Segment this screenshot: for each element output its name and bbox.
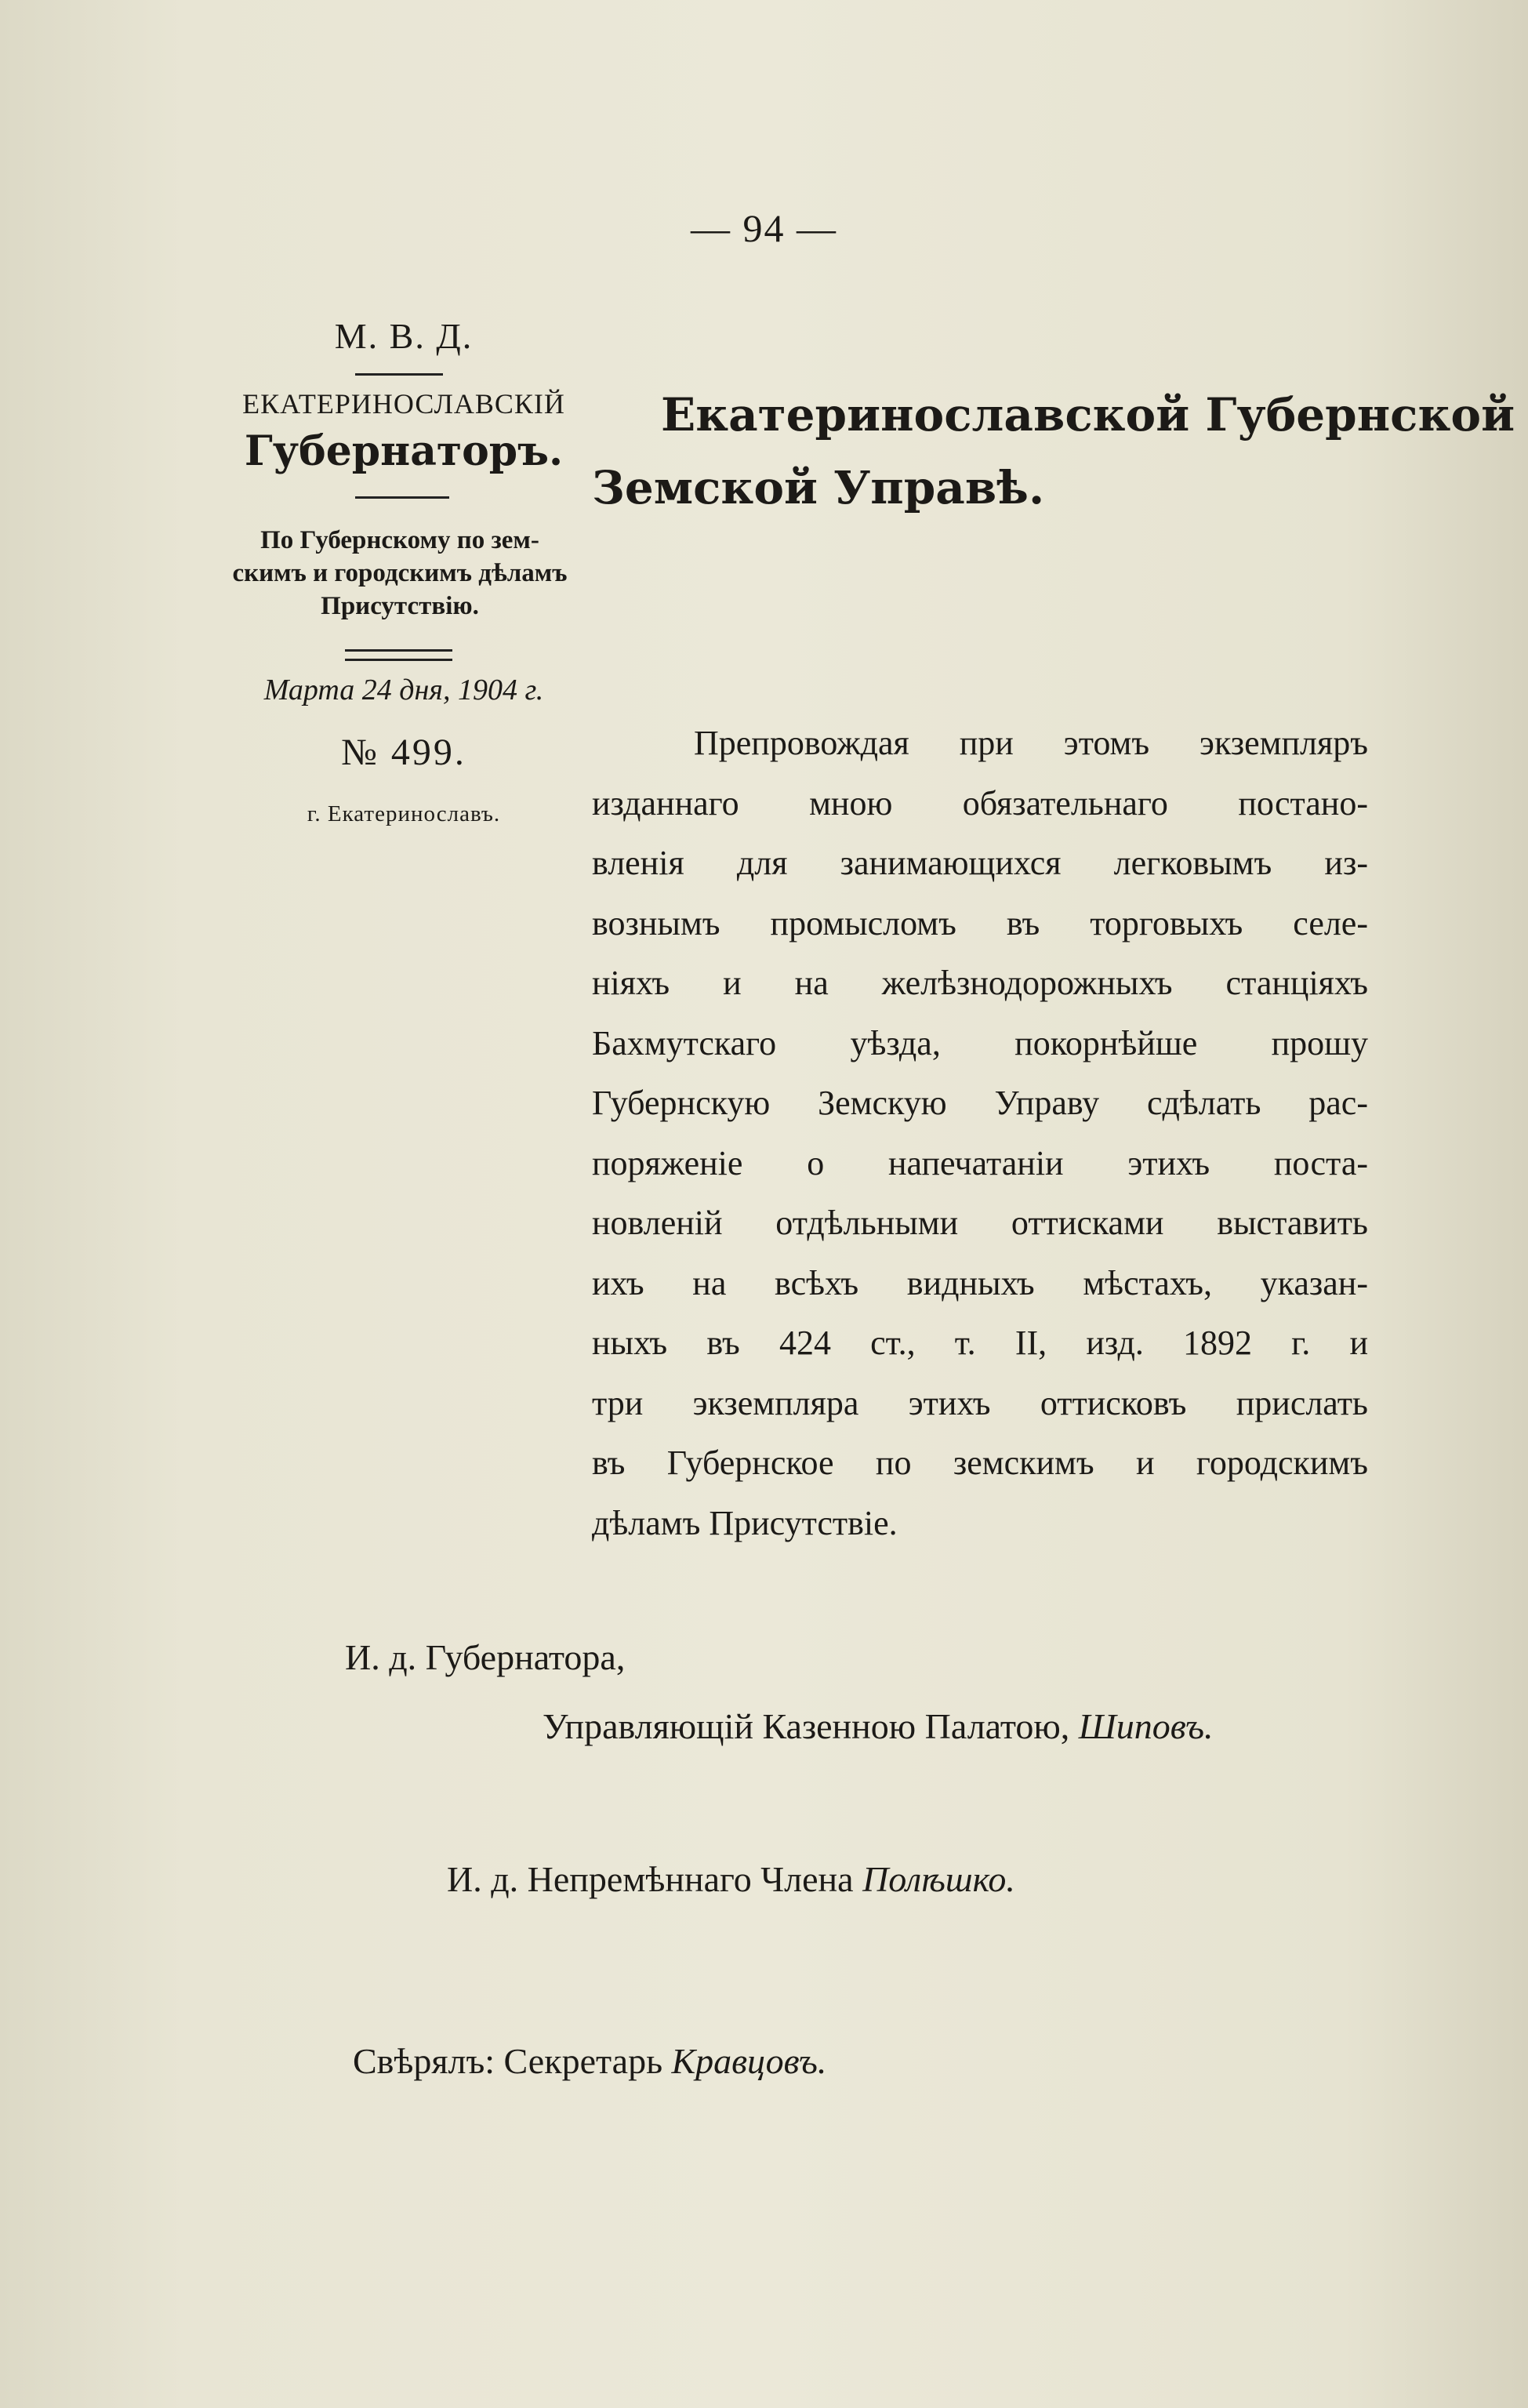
body-line: новленій отдѣльными оттисками выставить <box>592 1204 1368 1242</box>
office-line2: Губернаторъ. <box>244 427 564 475</box>
divider-rule <box>355 373 443 376</box>
signature-name: Шиповъ. <box>1078 1706 1214 1746</box>
body-line: Бахмутскаго уѣзда, покорнѣйше прошу <box>592 1023 1368 1062</box>
signature-treasury-manager <box>543 1705 1213 1747</box>
addressee-line1: Екатеринославской Губернской <box>661 388 1515 441</box>
document-number: № 499. <box>341 732 466 773</box>
signature-name: Кравцовъ. <box>671 2041 827 2081</box>
body-line: поряженіе о напечатаніи этихъ поста- <box>592 1143 1368 1182</box>
signature-title: И. д. Непремѣннаго Члена <box>447 1859 854 1899</box>
body-line: Препровождая при этомъ экземпляръ <box>694 724 1368 762</box>
document-date: Марта 24 дня, 1904 г. <box>263 674 544 706</box>
presence-line2: скимъ и городскимъ дѣламъ <box>232 559 568 587</box>
signature-title: Управляющій Казенною Палатою, <box>543 1706 1070 1746</box>
body-line: ихъ на всѣхъ видныхъ мѣстахъ, указан- <box>592 1263 1368 1302</box>
body-line: Губернскую Земскую Управу сдѣлать рас- <box>592 1084 1368 1122</box>
double-rule-bottom <box>345 659 452 661</box>
body-line: три экземпляра этихъ оттисковъ прислать <box>592 1383 1368 1422</box>
body-line: вленія для занимающихся легковымъ из- <box>592 844 1368 882</box>
body-line: въ Губернское по земскимъ и городскимъ <box>592 1444 1368 1482</box>
letter-body <box>592 714 1368 1553</box>
body-line: ніяхъ и на желѣзнодорожныхъ станціяхъ <box>592 964 1368 1002</box>
presence-line1: По Губернскому по зем- <box>260 526 539 554</box>
signature-acting-governor: И. д. Губернатора, <box>345 1637 626 1677</box>
document-city: г. Екатеринославъ. <box>307 801 501 826</box>
body-line: дѣламъ Присутствіе. <box>592 1503 898 1542</box>
addressee-line2: Земской Управѣ. <box>592 461 1045 514</box>
body-line: изданнаго мною обязательнаго постано- <box>592 783 1368 823</box>
double-rule-top <box>345 649 452 652</box>
divider-rule <box>355 496 449 499</box>
body-line: ныхъ въ 424 ст., т. II, изд. 1892 г. и <box>592 1324 1368 1362</box>
ministry-label: М. В. Д. <box>334 316 474 356</box>
page-number: — 94 — <box>691 206 837 250</box>
body-line: вознымъ промысломъ въ торговыхъ селе- <box>592 903 1368 942</box>
signature-permanent-member <box>447 1858 1015 1900</box>
signature-secretary <box>353 2040 826 2082</box>
presence-block <box>188 524 612 623</box>
signature-name: Полѣшко. <box>862 1859 1015 1899</box>
presence-line3: Присутствію. <box>321 592 479 620</box>
office-line1: ЕКАТЕРИНОСЛАВСКІЙ <box>242 388 565 419</box>
signature-title: Свѣрялъ: Секретарь <box>353 2041 663 2081</box>
